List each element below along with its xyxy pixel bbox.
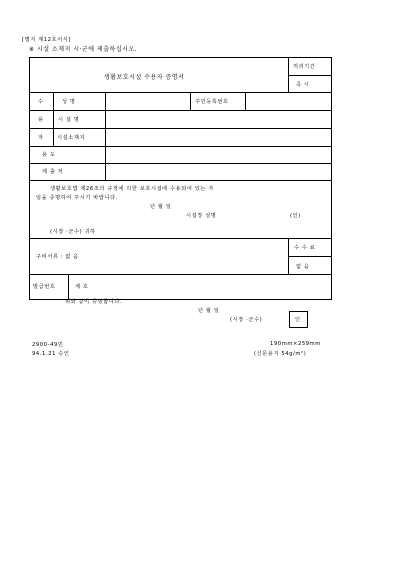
- purpose-label: 용 도: [42, 152, 56, 158]
- certification-statement: 위와 같이 증명합니다.: [65, 299, 123, 305]
- facility-head-signature-label: 시설장 성명: [186, 213, 217, 219]
- side-char-1: 수: [38, 99, 44, 105]
- resident-number-label: 주민등록번호: [195, 99, 229, 105]
- submission-instruction: ※ 시설 소재지 시·군에 제출하십시오.: [29, 46, 138, 53]
- name-label: 성 명: [62, 99, 76, 105]
- request-text-line1: 생활보호법 제26조의 규정에 의한 보호시설에 수용되어 있는 자: [50, 186, 214, 192]
- form-code: 2900-49민: [32, 342, 64, 348]
- form-title: 생활보호시설 수용자 증명서: [104, 74, 185, 81]
- request-text-line2: 임을 증명하여 주시기 바랍니다.: [36, 195, 118, 201]
- side-char-3: 자: [38, 135, 44, 141]
- issue-number-label: 발급번호: [33, 284, 56, 290]
- official-seal-char: 인: [295, 317, 301, 323]
- processing-period-value: 즉 시: [296, 82, 310, 88]
- facility-address-label: 시설소재지: [57, 135, 86, 141]
- submit-to-label: 제 출 처: [42, 169, 64, 175]
- official-seal-box: [289, 311, 308, 328]
- required-documents: 구비서류 : 없 음: [36, 254, 79, 260]
- facility-name-label: 시 설 명: [58, 117, 80, 123]
- paper-type: (신문용지 54g/m²): [254, 351, 307, 357]
- addressee: (시장 ·군수) 귀하: [50, 229, 96, 235]
- side-char-2: 용: [38, 117, 44, 123]
- paper-size: 190mm×259mm: [270, 341, 321, 347]
- fee-value: 없 음: [296, 264, 310, 270]
- form-frame: [29, 57, 332, 300]
- issuing-authority: (시장 ·군수): [230, 317, 263, 323]
- request-date-line: 년 월 일: [150, 204, 172, 210]
- issue-number-value: 제 호: [75, 284, 89, 290]
- form-number: [별지 제12호서식]: [22, 37, 71, 43]
- facility-head-seal: (인): [290, 213, 301, 219]
- processing-period-label: 처리기간: [293, 64, 316, 70]
- fee-label: 수 수 료: [294, 245, 316, 251]
- issue-date-line: 년 월 일: [198, 308, 220, 314]
- approval-date: 94.1.21 승인: [32, 351, 70, 357]
